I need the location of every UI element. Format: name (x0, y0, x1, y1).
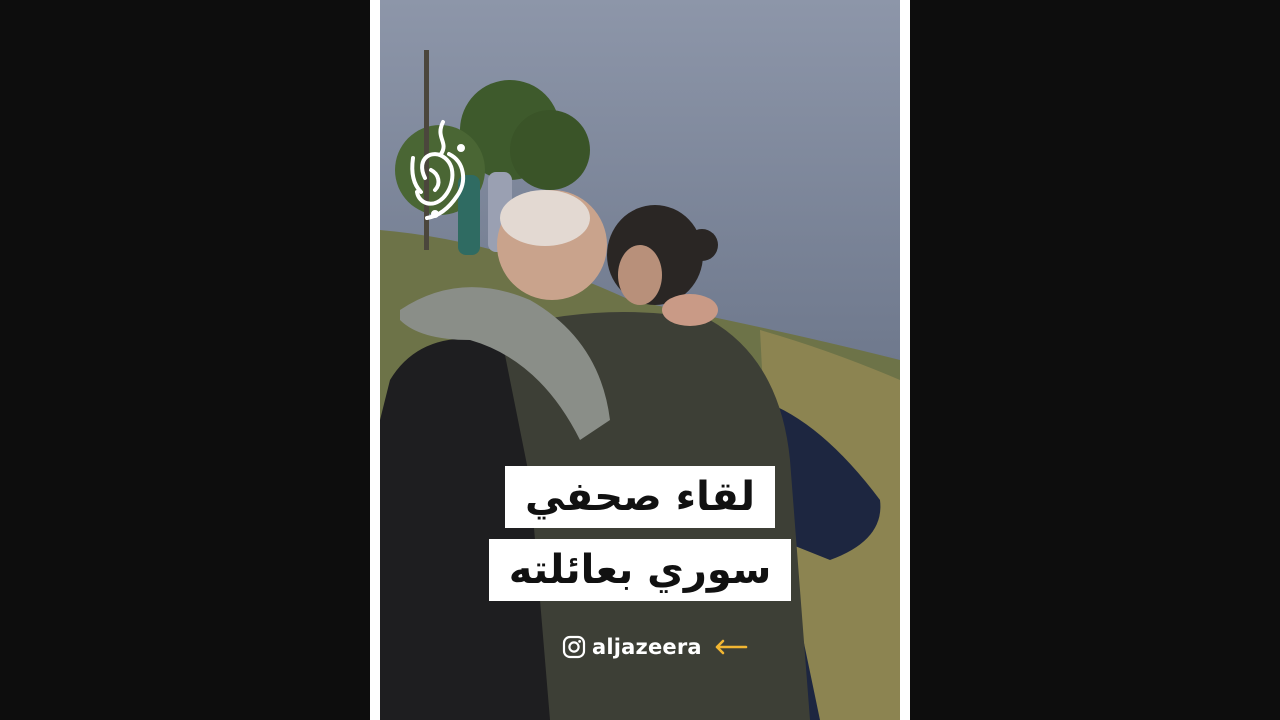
arrow-left-icon (714, 639, 748, 655)
aljazeera-logo (405, 118, 475, 228)
video-scene (380, 0, 900, 720)
social-handle-bar[interactable] (562, 632, 748, 662)
headline-line-2-text: سوري بعائلته (489, 539, 792, 601)
headline-line-2 (380, 539, 900, 601)
headline-line-1 (380, 466, 900, 528)
instagram-icon (562, 635, 586, 659)
video-frame[interactable] (380, 0, 900, 720)
hand (662, 294, 718, 326)
social-handle[interactable]: aljazeera (592, 635, 702, 659)
headline-line-1-text: لقاء صحفي (505, 466, 775, 528)
